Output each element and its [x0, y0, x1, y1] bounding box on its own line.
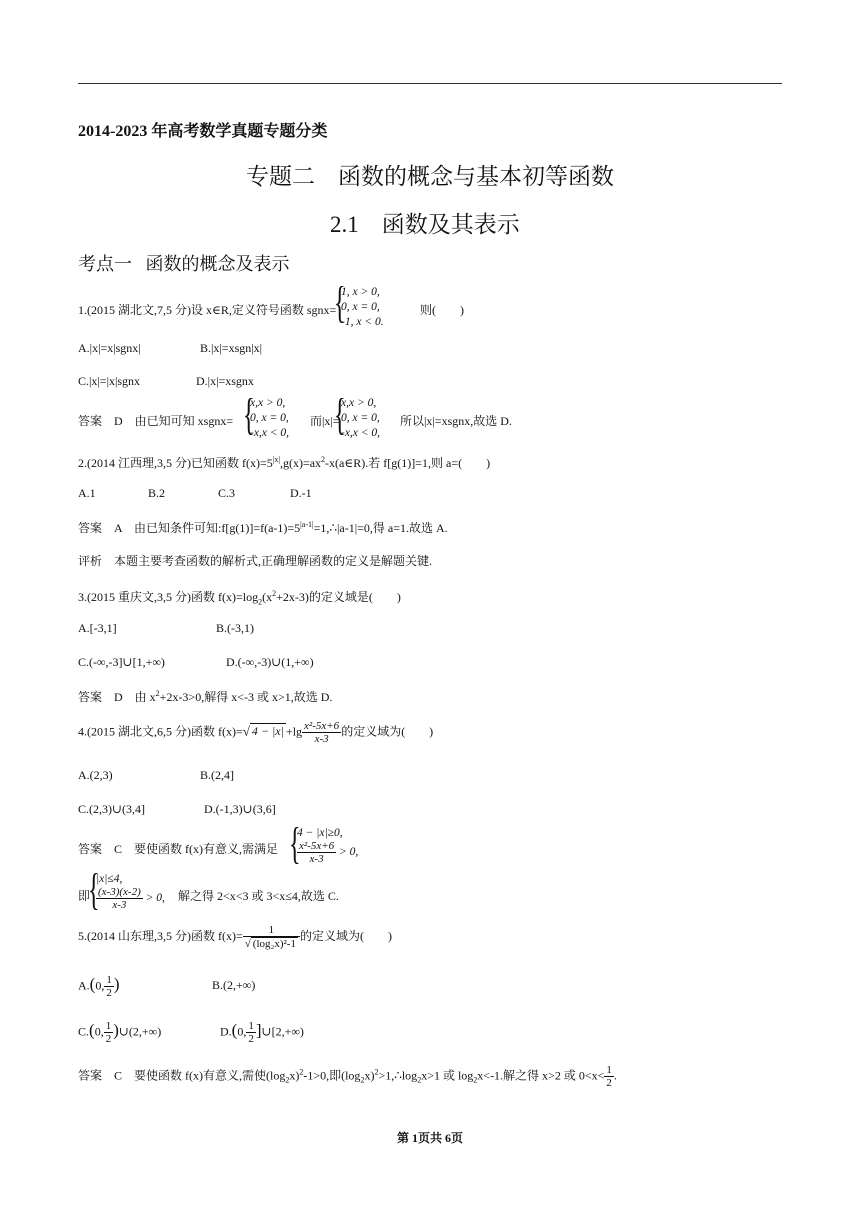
q3-stem-a: 3.(2015 重庆文,3,5 分)函数 f(x)=log	[78, 590, 259, 604]
q2-stem	[78, 454, 490, 471]
q2-option-c: C.3	[218, 486, 236, 500]
q2-answer	[78, 519, 448, 536]
subsection-heading: 考点一 函数的概念及表示	[78, 254, 290, 274]
q4-stem-c: 的定义域为( )	[341, 724, 434, 739]
q4-line2-case-2-num: (x-3)(x-2)	[98, 886, 141, 898]
q5-answer: 答案 C 要使函数 f(x)有意义,需使$(\log_2x)^2-1>0$,即$(\log_2x)^2>1,\therefore\log_2x>1$ 或 $\log_2x<-1$.解之得 x>2 或 0<x< $\frac{1}{2}$ .	[78, 1064, 617, 1089]
q4-line2-tail: 解之得 2<x<3 或 3<x≤4,故选 C.	[178, 889, 339, 903]
q5-option-d-prefix: D.	[220, 1024, 232, 1039]
q4-line2-cases	[96, 872, 165, 911]
q1-answer-cases-2	[341, 396, 380, 441]
q5-option-a-half-num: 1	[106, 974, 112, 986]
q2-stem-sup: |x|	[272, 455, 280, 464]
q2-option-d: D.-1	[290, 486, 312, 500]
q4-option-d: D.(-1,3)∪(3,6]	[204, 802, 276, 816]
q4-answer-case-2-tail: > 0,	[339, 846, 359, 859]
q4-line2-case-1: |x|≤4,	[96, 873, 123, 885]
q5-option-d-body: 0,	[237, 1024, 247, 1039]
q3-stem-sub: 2	[258, 597, 263, 607]
q4-answer-case-2-num: x²-5x+6	[299, 840, 335, 852]
q5-answer-sub-3: 2	[417, 1075, 422, 1085]
q4-line2-case-2-fraction	[96, 886, 143, 911]
section-number: 2.1	[330, 212, 359, 237]
q1-option-c: C.|x|=|x|sgnx	[78, 374, 141, 388]
q5-stem-frac-num: 1	[243, 924, 300, 937]
q3-answer	[78, 688, 332, 705]
q5-answer-b: x)	[289, 1068, 300, 1083]
q5-answer-sub-1: 2	[285, 1075, 290, 1085]
q5-answer-a: 答案 C 要使函数 f(x)有意义,需使(log	[78, 1068, 286, 1083]
q3-answer-sup: 2	[155, 689, 160, 698]
q4-stem-frac-den: x-3	[314, 733, 329, 745]
q1-stem: 1.(2015 湖北文,7,5 分)设 x∈R,定义符号函数 sgnx=	[78, 303, 337, 317]
q3-stem-b: (x	[262, 590, 273, 604]
q1-answer-mid: 而|x|=	[310, 414, 340, 428]
q2-option-b: B.2	[148, 486, 166, 500]
q5-option-c-half-den: 2	[105, 1033, 112, 1045]
q5-option-c-half	[104, 1020, 114, 1045]
q5-option-c: C.(0, $\frac{1}{2}$ )∪(2,+∞)	[78, 1020, 162, 1045]
q5-answer-g: x<-1.解之得 x>2 或 0<x<	[477, 1068, 605, 1083]
q5-option-a: A.(0, $\frac{1}{2}$ )	[78, 974, 120, 999]
q4-stem-b: +lg	[285, 724, 303, 739]
q3-option-b: B.(-3,1)	[216, 621, 254, 635]
q5-answer-d: x)	[364, 1068, 375, 1083]
q4-stem-sqrt: 4 − |x|	[251, 724, 284, 739]
q1-answer-prefix: 答案 D 由已知可知 xsgnx=	[78, 414, 234, 428]
q3-option-d: D.(-∞,-3)∪(1,+∞)	[226, 655, 314, 669]
q4-stem-fraction	[302, 720, 341, 745]
q5-stem-frac-den: (log₂x)²-1	[252, 938, 296, 950]
q1-answer-case-2c: -x,x < 0,	[341, 427, 381, 439]
q1-option-d: D.|x|=xsgnx	[196, 374, 254, 388]
q4-answer-case-2	[297, 840, 358, 865]
q1-case-1: 1, x > 0,	[341, 286, 380, 298]
q1-case-3: -1, x < 0.	[341, 316, 384, 328]
q3-option-c: C.(-∞,-3]∪[1,+∞)	[78, 655, 165, 669]
q5-option-c-half-num: 1	[105, 1020, 112, 1032]
q5-option-c-prefix: C.	[78, 1024, 90, 1039]
q4-answer-cases	[297, 826, 358, 865]
section-heading	[330, 206, 520, 239]
q3-answer-b: +2x-3>0,解得 x<-3 或 x>1,故选 D.	[159, 690, 333, 704]
q4-option-b: B.(2,4]	[200, 768, 234, 782]
q1-option-a: A.|x|=x|sgnx|	[78, 341, 141, 355]
q1-case-2: 0, x = 0,	[341, 301, 380, 313]
section-title: 函数及其表示	[381, 212, 520, 237]
q5-option-d: D.(0, $\frac{1}{2}$ ]∪[2,+∞)	[220, 1020, 304, 1045]
q4-stem: 4.(2015 湖北文,6,5 分)函数 f(x)=√ 4 − |x| +lg $\frac{\text{x²-5x+6}}{x-3}$ 的定义域为( )	[78, 720, 434, 745]
q4-line2-case-2-tail: > 0,	[145, 892, 165, 905]
q3-option-a: A.[-3,1]	[78, 621, 117, 635]
q4-answer-case-2-fraction	[297, 840, 336, 865]
q1-option-b: B.|x|=xsgn|x|	[200, 341, 263, 355]
q1-answer-cases-1	[250, 396, 289, 441]
q2-stem-b: ,g(x)=ax	[279, 456, 322, 470]
q2-comment: 评析 本题主要考查函数的解析式,正确理解函数的定义是解题关键.	[78, 554, 433, 568]
q3-stem	[78, 588, 401, 605]
q5-answer-e: >1,∴log	[378, 1068, 418, 1083]
q5-stem-a: 5.(2014 山东理,3,5 分)函数 f(x)=	[78, 928, 243, 943]
q1-answer-case-2a: x,x > 0,	[341, 397, 377, 409]
header-rule	[78, 83, 782, 84]
q5-answer-sup-1: 2	[299, 1067, 304, 1077]
q5-answer-sub-4: 2	[473, 1075, 478, 1085]
q1-answer-brace-1: {	[243, 390, 255, 439]
q5-answer-sub-2: 2	[360, 1075, 365, 1085]
q1-answer-tail: 所以|x|=xsgnx,故选 D.	[400, 414, 512, 428]
q5-option-c-tail: ∪(2,+∞)	[118, 1024, 162, 1039]
q5-option-a-half	[104, 974, 114, 999]
q5-option-c-body: 0,	[94, 1024, 104, 1039]
q1-answer-case-2b: 0, x = 0,	[341, 412, 380, 424]
q5-answer-c: -1>0,即(log	[303, 1068, 361, 1083]
q4-answer-prefix: 答案 C 要使函数 f(x)有意义,需满足	[78, 842, 278, 856]
q4-answer-brace: {	[289, 819, 301, 868]
q4-option-a: A.(2,3)	[78, 768, 113, 782]
q5-answer-half-den: 2	[606, 1077, 612, 1089]
q1-tail: 则( )	[420, 303, 464, 317]
q4-answer-case-1: 4 − |x|≥0,	[297, 827, 343, 839]
q3-stem-c: +2x-3)的定义域是( )	[276, 590, 401, 604]
q1-answer-case-1c: -x,x < 0,	[250, 427, 290, 439]
q1-cases	[341, 285, 384, 330]
q5-option-d-half	[246, 1020, 256, 1045]
topic-label: 专题二	[246, 164, 315, 189]
q4-line2-case-2	[96, 886, 165, 911]
topic-title: 函数的概念与基本初等函数	[338, 164, 614, 189]
q4-line2-prefix: 即	[78, 889, 91, 903]
q5-answer-half-num: 1	[606, 1064, 612, 1076]
q5-stem-b: 的定义域为( )	[299, 928, 392, 943]
q5-stem-frac-den-wrap: √ (log₂x)²-1	[244, 938, 296, 950]
q1-brace: {	[334, 278, 346, 327]
q2-answer-a: 答案 A 由已知条件可知:f[g(1)]=f(a-1)=5	[78, 521, 301, 535]
q5-stem	[78, 924, 392, 950]
q2-stem-c: -x(a∈R).若 f[g(1)]=1,则 a=( )	[325, 456, 491, 470]
q5-option-d-tail: ∪[2,+∞)	[261, 1024, 304, 1039]
q2-answer-b: =1,∴|a-1|=0,得 a=1.故选 A.	[313, 521, 448, 535]
q5-answer-f: x>1 或 log	[421, 1068, 474, 1083]
q1-answer-case-1b: 0, x = 0,	[250, 412, 289, 424]
q3-stem-sup: 2	[272, 589, 277, 598]
q5-stem-fraction	[243, 924, 300, 950]
q4-answer-case-2-den: x-3	[309, 853, 324, 865]
q4-line2-brace: {	[88, 865, 100, 914]
q4-stem-frac-num: x²-5x+6	[304, 720, 340, 732]
page-footer: 第 1页共 6页	[396, 1131, 463, 1145]
q2-stem-a: 2.(2014 江西理,3,5 分)已知函数 f(x)=5	[78, 456, 273, 470]
q5-option-a-body: 0,	[95, 978, 105, 993]
topic-heading	[0, 158, 860, 191]
q1-answer-brace-2: {	[334, 390, 346, 439]
q3-answer-a: 答案 D 由 x	[78, 690, 156, 704]
q5-option-d-half-den: 2	[248, 1033, 254, 1045]
series-title: 2014-2023 年高考数学真题专题分类	[78, 123, 328, 140]
q2-stem-sup2: 2	[321, 455, 326, 464]
q4-option-c: C.(2,3)∪(3,4]	[78, 802, 146, 816]
q5-option-d-half-num: 1	[248, 1020, 254, 1032]
q5-answer-half	[604, 1064, 614, 1089]
q4-line2-case-2-den: x-3	[112, 899, 127, 911]
q2-answer-sup: |a-1|	[300, 520, 314, 529]
q5-answer-sup-2: 2	[374, 1067, 379, 1077]
q5-option-a-half-den: 2	[106, 987, 112, 999]
q4-stem-a: 4.(2015 湖北文,6,5 分)函数 f(x)=	[78, 724, 243, 739]
q1-answer-case-1a: x,x > 0,	[250, 397, 286, 409]
q2-option-a: A.1	[78, 486, 96, 500]
q5-option-b: B.(2,+∞)	[212, 978, 256, 992]
q5-option-a-prefix: A.	[78, 978, 90, 993]
